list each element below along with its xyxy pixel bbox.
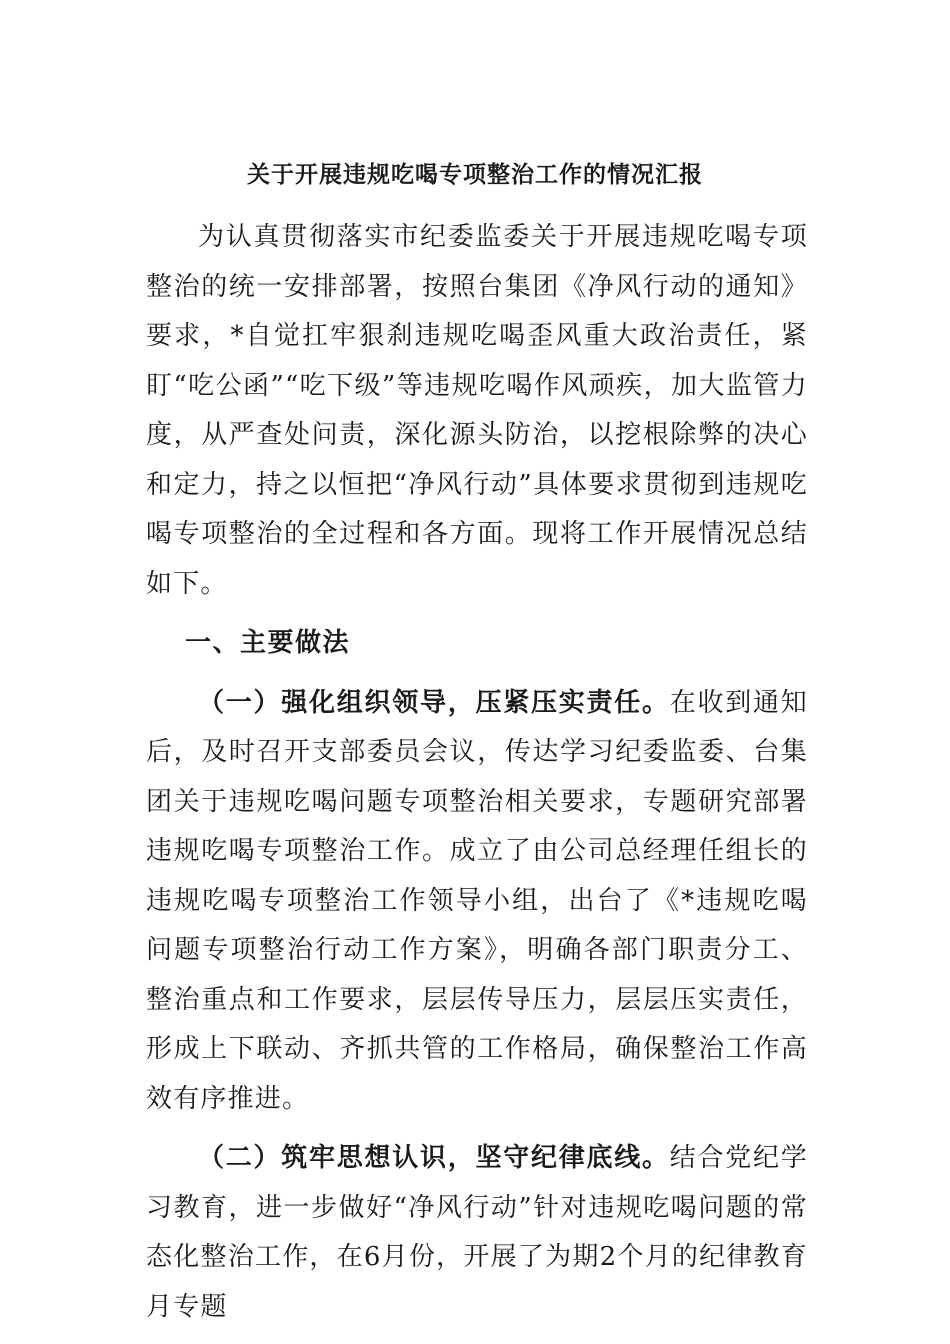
item-1-lead: （一）强化组织领导，压紧压实责任。 — [198, 687, 670, 718]
item-1-text: 在收到通知后，及时召开支部委员会议，传达学习纪委监委、台集团关于违规吃喝问题专项整治相关要求，专题研究部署违规吃喝专项整治工作。成立了由公司总经理任组长的违规吃喝专项整治工作领导小组，出台了《*违规吃喝问题专项整治行动工作方案》，明确各部门职责分工、整治重点和工作要求，层层传导压力，层层压实责任，形成上下联动、齐抓共管的工作格局，确保整治工作高效有序推进。 — [146, 687, 808, 1114]
section-heading-main-practices: 一、主要做法 — [185, 628, 351, 658]
document-body — [146, 213, 808, 1332]
item-1-paragraph — [146, 679, 808, 1125]
item-2-text: 结合党纪学习教育，进一步做好“净风行动”针对违规吃喝问题的常态化整治工作，在6月份，开展了为期2个月的纪律教育月专题 — [146, 1143, 808, 1322]
item-2-lead: （二）筑牢思想认识，坚守纪律底线。 — [198, 1143, 670, 1173]
item-2-paragraph — [146, 1134, 808, 1332]
intro-paragraph: 为认真贯彻落实市纪委监委关于开展违规吃喝专项整治的统一安排部署，按照台集团《净风行动的通知》要求，*自觉扛牢狠刹违规吃喝歪风重大政治责任，紧盯“吃公函”“吃下级”等违规吃喝作风顽疾，加大监管力度，从严查处问责，深化源头防治，以挖根除弊的决心和定力，持之以恒把“净风行动”具体要求贯彻到违规吃喝专项整治的全过程和各方面。现将工作开展情况总结如下。 — [146, 222, 808, 599]
document-title: 关于开展违规吃喝专项整治工作的情况汇报 — [247, 162, 703, 188]
